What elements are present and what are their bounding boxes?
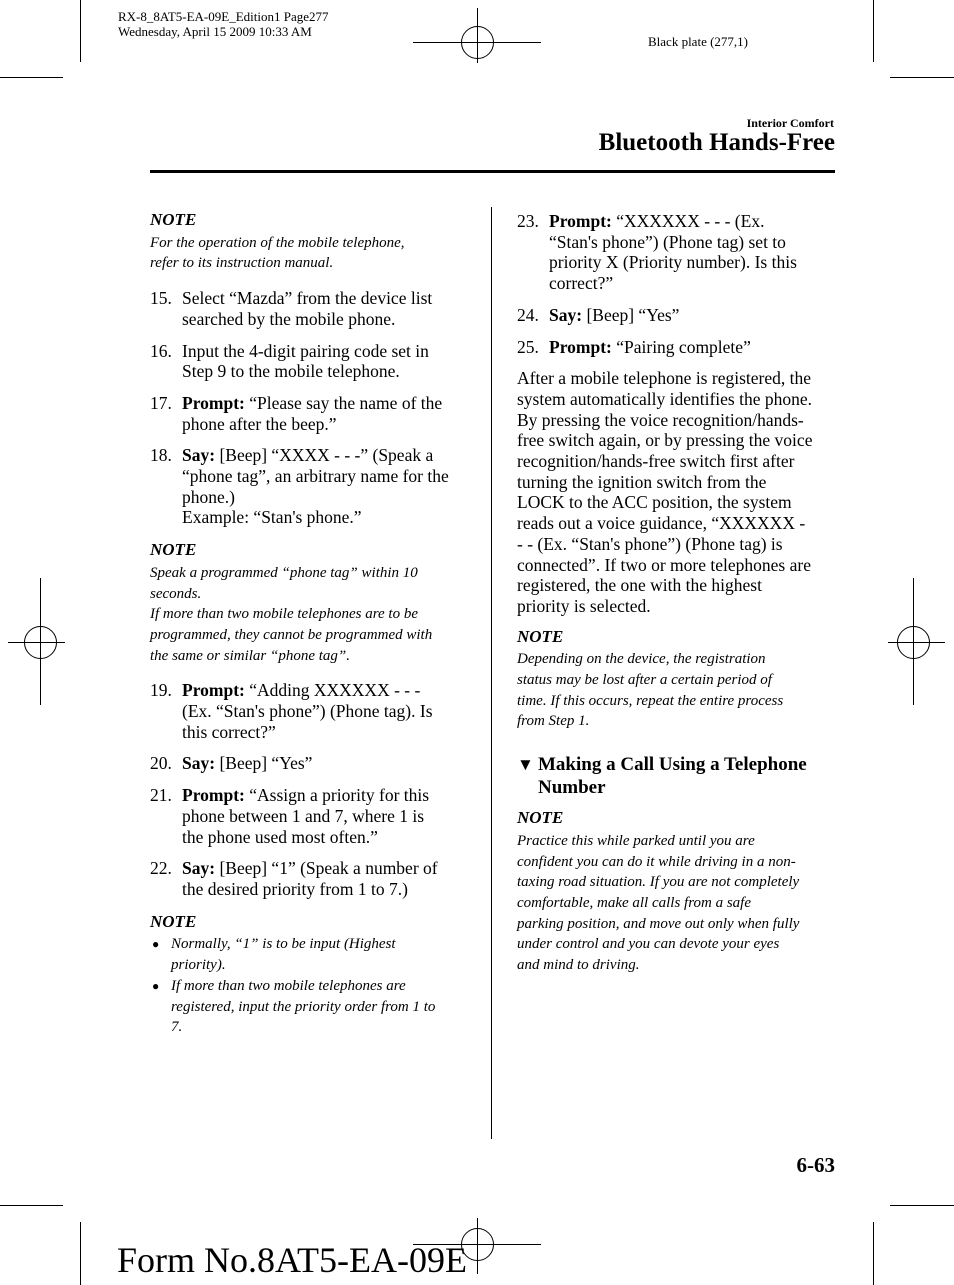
note-line: from Step 1. (517, 713, 590, 730)
step-number: 16. (150, 340, 172, 361)
right-column (517, 211, 837, 976)
note-line: refer to its instruction manual. (150, 255, 334, 272)
note-line: time. If this occurs, repeat the entire process (517, 692, 784, 709)
note-heading: NOTE (517, 626, 564, 646)
step-number: 15. (150, 288, 172, 309)
note-heading: NOTE (150, 911, 197, 931)
para-line: - - (Ex. “Stan's phone”) (Phone tag) is (517, 533, 783, 554)
step-label: Prompt: (182, 680, 245, 701)
step-text: [Beep] “1” (Speak a number of (215, 858, 438, 879)
para-line: After a mobile telephone is registered, the (517, 368, 811, 389)
plate-label: Black plate (277,1) (648, 34, 748, 49)
note-heading: NOTE (517, 808, 564, 828)
step-text: [Beep] “Yes” (215, 753, 313, 774)
step-line: priority X (Priority number). Is this (549, 252, 797, 273)
note-block (150, 540, 470, 666)
bullet-icon: ● (152, 937, 160, 952)
step-text: [Beep] “XXXX - - -” (Speak a (215, 445, 434, 466)
registration-circle (461, 26, 494, 59)
step-text: “XXXXXX - - - (Ex. (611, 211, 765, 231)
step-number: 20. (150, 753, 172, 774)
form-number: Form No.8AT5-EA-09E (117, 1240, 467, 1280)
file-line: RX-8_8AT5-EA-09E_Edition1 Page277 (118, 9, 329, 24)
step-number: 22. (150, 858, 172, 879)
note-line: For the operation of the mobile telephone, (150, 234, 405, 251)
crop-mark (0, 77, 63, 78)
bullet-icon: ● (152, 978, 160, 993)
step-line: phone after the beep.” (182, 413, 337, 434)
step-line: “Stan's phone”) (Phone tag) set to (549, 231, 786, 252)
file-info (118, 9, 329, 39)
para-line: free switch again, or by pressing the voice (517, 430, 813, 451)
title-rule (150, 170, 835, 173)
note-block (150, 210, 470, 274)
para-line: priority is selected. (517, 595, 651, 616)
column-divider (491, 207, 492, 1139)
step-text: “Adding XXXXXX - - - (244, 680, 421, 701)
step-text: [Beep] “Yes” (582, 304, 680, 325)
para-line: reads out a voice guidance, “XXXXXX - (517, 513, 806, 534)
step-label: Say: (182, 753, 216, 774)
para-line: registered, the one with the highest (517, 575, 762, 596)
step-number: 21. (150, 785, 172, 806)
note-line: Practice this while parked until you are (517, 832, 755, 849)
step-label: Prompt: (182, 392, 245, 413)
crop-mark (873, 0, 874, 62)
page-number: 6-63 (796, 1153, 835, 1177)
step-line: the phone used most often.” (182, 826, 378, 847)
note-heading: NOTE (150, 540, 197, 560)
note-line: priority). (171, 957, 226, 974)
step-20 (150, 753, 470, 774)
step-17 (150, 393, 470, 434)
registration-circle (24, 626, 57, 659)
note-line: under control and you can devote your eyes (517, 936, 780, 953)
crop-mark (80, 1222, 81, 1285)
step-line: phone.) (182, 486, 235, 507)
step-text: “Pairing complete” (611, 336, 751, 357)
registration-circle (897, 626, 930, 659)
crop-mark (873, 1222, 874, 1285)
step-line: correct?” (549, 273, 614, 294)
note-line: seconds. (150, 585, 202, 602)
page-title: Bluetooth Hands-Free (598, 129, 835, 156)
step-25 (517, 337, 837, 358)
step-text: “Assign a priority for this (244, 785, 430, 806)
note-bullet (150, 976, 470, 1038)
note-line: If more than two mobile telephones are to be (150, 606, 419, 623)
note-line: Speak a programmed “phone tag” within 10 (150, 564, 418, 581)
note-line: comfortable, make all calls from a safe (517, 894, 751, 911)
note-block (150, 912, 470, 1038)
step-line: phone between 1 and 7, where 1 is (182, 805, 425, 826)
note-block (517, 808, 837, 976)
note-line: 7. (171, 1019, 183, 1036)
subhead-line: Making a Call Using a Telephone (538, 754, 807, 776)
subhead-line: Number (538, 777, 606, 799)
step-line: Step 9 to the mobile telephone. (182, 361, 400, 382)
step-number: 25. (517, 336, 539, 357)
step-line: Example: “Stan's phone.” (182, 507, 362, 528)
step-number: 23. (517, 211, 539, 231)
step-number: 24. (517, 304, 539, 325)
step-number: 17. (150, 392, 172, 413)
step-number: 19. (150, 680, 172, 701)
step-line: the desired priority from 1 to 7.) (182, 878, 408, 899)
note-line: Depending on the device, the registration (517, 651, 766, 668)
note-line: parking position, and move out only when fully (517, 915, 800, 932)
step-line: “phone tag”, an arbitrary name for the (182, 466, 449, 487)
section-label: Interior Comfort (746, 116, 834, 130)
note-line: confident you can do it while driving in a non- (517, 853, 796, 870)
note-line: If more than two mobile telephones are (171, 977, 406, 994)
step-24 (517, 305, 837, 326)
step-line: Select “Mazda” from the device list (182, 288, 433, 309)
step-number: 18. (150, 445, 172, 466)
step-text: “Please say the name of the (244, 392, 443, 413)
crop-mark (0, 1205, 63, 1206)
crop-mark (80, 0, 81, 62)
step-label: Prompt: (549, 211, 612, 231)
step-15 (150, 288, 470, 329)
note-line: the same or similar “phone tag”. (150, 647, 351, 664)
date-line: Wednesday, April 15 2009 10:33 AM (118, 24, 312, 39)
note-line: taxing road situation. If you are not completely (517, 874, 800, 891)
note-bullet (150, 934, 470, 975)
step-label: Say: (182, 858, 216, 879)
crop-mark (890, 77, 954, 78)
body-paragraph (517, 368, 837, 616)
step-line: Input the 4-digit pairing code set in (182, 340, 429, 361)
para-line: turning the ignition switch from the (517, 471, 767, 492)
crop-mark (890, 1205, 954, 1206)
para-line: LOCK to the ACC position, the system (517, 492, 792, 513)
para-line: By pressing the voice recognition/hands- (517, 409, 804, 430)
note-line: and mind to driving. (517, 957, 640, 974)
step-16 (150, 341, 470, 382)
subsection-heading (517, 753, 837, 799)
note-block (517, 627, 837, 733)
para-line: recognition/hands-free switch first after (517, 451, 795, 472)
note-line: Normally, “1” is to be input (Highest (171, 936, 396, 953)
step-line: (Ex. “Stan's phone”) (Phone tag). Is (182, 701, 433, 722)
step-label: Prompt: (182, 785, 245, 806)
note-line: status may be lost after a certain period of (517, 672, 772, 689)
step-line: this correct?” (182, 721, 276, 742)
triangle-down-icon: ▼ (517, 755, 534, 775)
step-label: Say: (182, 445, 216, 466)
left-column (150, 210, 470, 1038)
step-label: Prompt: (549, 336, 612, 357)
step-21 (150, 785, 470, 847)
note-line: registered, input the priority order from 1 to (171, 998, 436, 1015)
para-line: connected”. If two or more telephones are (517, 554, 811, 575)
step-line: searched by the mobile phone. (182, 308, 396, 329)
para-line: system automatically identifies the phone. (517, 388, 812, 409)
note-line: programmed, they cannot be programmed with (150, 626, 433, 643)
step-19 (150, 680, 470, 742)
step-23 (517, 211, 837, 294)
step-label: Say: (549, 304, 583, 325)
step-22 (150, 858, 470, 899)
step-18 (150, 445, 470, 528)
note-heading: NOTE (150, 210, 197, 229)
